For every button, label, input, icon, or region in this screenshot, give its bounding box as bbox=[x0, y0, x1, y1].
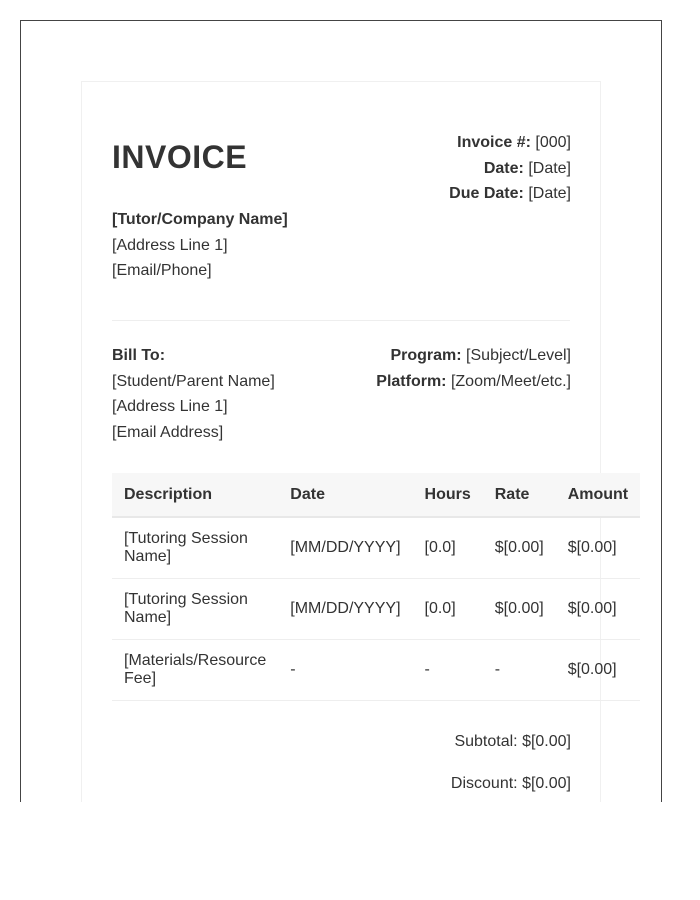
bill-to-label: Bill To: bbox=[112, 347, 166, 364]
invoice-number-label: Invoice #: bbox=[457, 134, 531, 151]
table-header-row bbox=[112, 473, 640, 517]
discount-label: Discount: bbox=[450, 775, 518, 792]
sender-block bbox=[112, 207, 288, 284]
bill-to-address: [Address Line 1] bbox=[112, 398, 228, 416]
cell-hours: [0.0] bbox=[413, 579, 483, 640]
discount-row bbox=[451, 775, 571, 802]
invoice-date-label: Date: bbox=[483, 159, 524, 177]
header-date: Date bbox=[278, 473, 412, 517]
sender-address: [Address Line 1] bbox=[112, 236, 228, 254]
header-description: Description bbox=[112, 473, 278, 517]
table-row bbox=[112, 640, 640, 701]
invoice-number-value: [000] bbox=[535, 134, 571, 151]
invoice-meta bbox=[449, 130, 571, 207]
cell-description: [Tutoring Session Name] bbox=[112, 579, 278, 640]
header-hours: Hours bbox=[413, 473, 483, 517]
totals-block bbox=[451, 733, 571, 802]
due-date-label: Due Date: bbox=[449, 185, 524, 202]
invoice-number-row bbox=[449, 130, 571, 156]
sender-name: [Tutor/Company Name] bbox=[112, 211, 288, 228]
platform-label: Platform: bbox=[376, 372, 447, 390]
program-row bbox=[376, 343, 571, 369]
cell-amount: $[0.00] bbox=[556, 517, 640, 579]
document-frame bbox=[20, 20, 662, 802]
header-rate: Rate bbox=[483, 473, 556, 517]
program-label: Program: bbox=[390, 347, 462, 364]
invoice-title: INVOICE bbox=[112, 139, 248, 175]
section-divider bbox=[112, 320, 570, 321]
cell-rate: $[0.00] bbox=[483, 579, 556, 640]
discount-value: $[0.00] bbox=[522, 775, 571, 792]
cell-date: - bbox=[278, 640, 412, 701]
program-block bbox=[376, 343, 571, 394]
cell-hours: - bbox=[413, 640, 483, 701]
table-row bbox=[112, 579, 640, 640]
platform-row bbox=[376, 369, 571, 395]
subtotal-label: Subtotal: bbox=[454, 733, 518, 750]
due-date-row bbox=[449, 181, 571, 207]
header-amount: Amount bbox=[556, 473, 640, 517]
due-date-value: [Date] bbox=[528, 185, 571, 202]
subtotal-row bbox=[451, 733, 571, 775]
line-items-table bbox=[112, 473, 640, 701]
cell-rate: $[0.00] bbox=[483, 517, 556, 579]
cell-date: [MM/DD/YYYY] bbox=[278, 579, 412, 640]
subtotal-value: $[0.00] bbox=[522, 733, 571, 750]
sender-contact: [Email/Phone] bbox=[112, 262, 212, 280]
invoice-date-value: [Date] bbox=[528, 159, 571, 177]
cell-amount: $[0.00] bbox=[556, 579, 640, 640]
cell-hours: [0.0] bbox=[413, 517, 483, 579]
bill-to-block bbox=[112, 343, 275, 446]
table-row bbox=[112, 517, 640, 579]
invoice-date-row bbox=[449, 156, 571, 182]
bill-to-email: [Email Address] bbox=[112, 424, 224, 442]
program-value: [Subject/Level] bbox=[466, 347, 571, 364]
cell-amount: $[0.00] bbox=[556, 640, 640, 701]
cell-rate: - bbox=[483, 640, 556, 701]
bill-to-name: [Student/Parent Name] bbox=[112, 372, 275, 390]
cell-date: [MM/DD/YYYY] bbox=[278, 517, 412, 579]
platform-value: [Zoom/Meet/etc.] bbox=[450, 372, 571, 390]
cell-description: [Tutoring Session Name] bbox=[112, 517, 278, 579]
cell-description: [Materials/Resource Fee] bbox=[112, 640, 278, 701]
